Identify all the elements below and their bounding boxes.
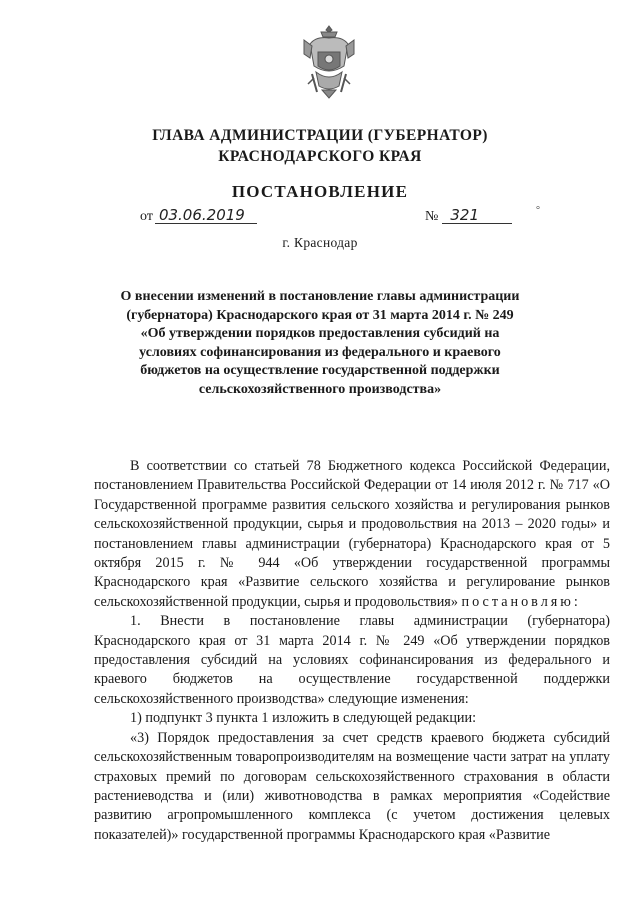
- resolve-word: постановляю:: [461, 593, 581, 610]
- city-label: г. Краснодар: [282, 235, 358, 250]
- number-line: [425, 208, 512, 225]
- krasnodar-coat-of-arms-icon: [300, 24, 358, 102]
- number-prefix: №: [425, 209, 439, 224]
- page-mark: °: [536, 205, 540, 216]
- document-title: О внесении изменений в постановление главы администрации (губернатора) Краснодарского края от 31 марта 2014 г. № 249 «Об утверждении порядков предоставления субсидий на условиях софинансирования из федерального и краевого бюджетов на осуществление государственной поддержки сельскохозяйственного производства»: [120, 289, 520, 397]
- body-paragraph-1: [94, 457, 610, 612]
- body-paragraph-2: 1. Внести в постановление главы администрации (губернатора) Краснодарского края от 31 марта 2014 г. № 249 «Об утверждении порядков предоставления субсидий на условиях софинансирования из федерального и краевого бюджетов на осуществление государственной поддержки сельскохозяйственного производства» следующие изменения:: [94, 613, 610, 707]
- paragraph-1-text: В соответствии со статьей 78 Бюджетного кодекса Российской Федерации, постановлением Правительства Российской Федерации от 14 июля 2012 г. № 717 «О Государственной программе развития сельского хозяйства и регулирования рынков сельскохозяйственной продукции, сырья и продовольствия на 2013 – 2020 годы» и постановлением главы администрации (губернатора) Краснодарского края от 5 октября 2015 г. № 944 «Об утверждении государственной программы Краснодарского края «Развитие сельского хозяйства и регулирование рынков сельскохозяйственной продукции, сырья и продовольствия»: [94, 458, 610, 610]
- authority-name-line1: ГЛАВА АДМИНИСТРАЦИИ (ГУБЕРНАТОР): [152, 127, 488, 144]
- body-paragraph-4: «3) Порядок предоставления за счет средств краевого бюджета субсидий сельскохозяйственным товаропроизводителям на возмещение части затрат на уплату страховых премий по договорам сельскохозяйственного страхования в области растениеводства и (или) животноводства в рамках мероприятия «Содействие развитию агропромышленного комплекса (с учетом достижения целевых показателей)» государственной программы Краснодарского края «Развитие: [94, 729, 610, 843]
- date-value: 03.06.2019: [155, 208, 257, 224]
- date-line: [140, 208, 257, 225]
- body-paragraph-3: 1) подпункт 3 пункта 1 изложить в следующей редакции:: [130, 710, 477, 727]
- date-prefix: от: [140, 209, 153, 224]
- authority-name-line2: КРАСНОДАРСКОГО КРАЯ: [218, 148, 422, 165]
- document-type-heading: ПОСТАНОВЛЕНИЕ: [231, 182, 409, 201]
- number-value: 321: [442, 208, 512, 224]
- document-body: [94, 457, 610, 845]
